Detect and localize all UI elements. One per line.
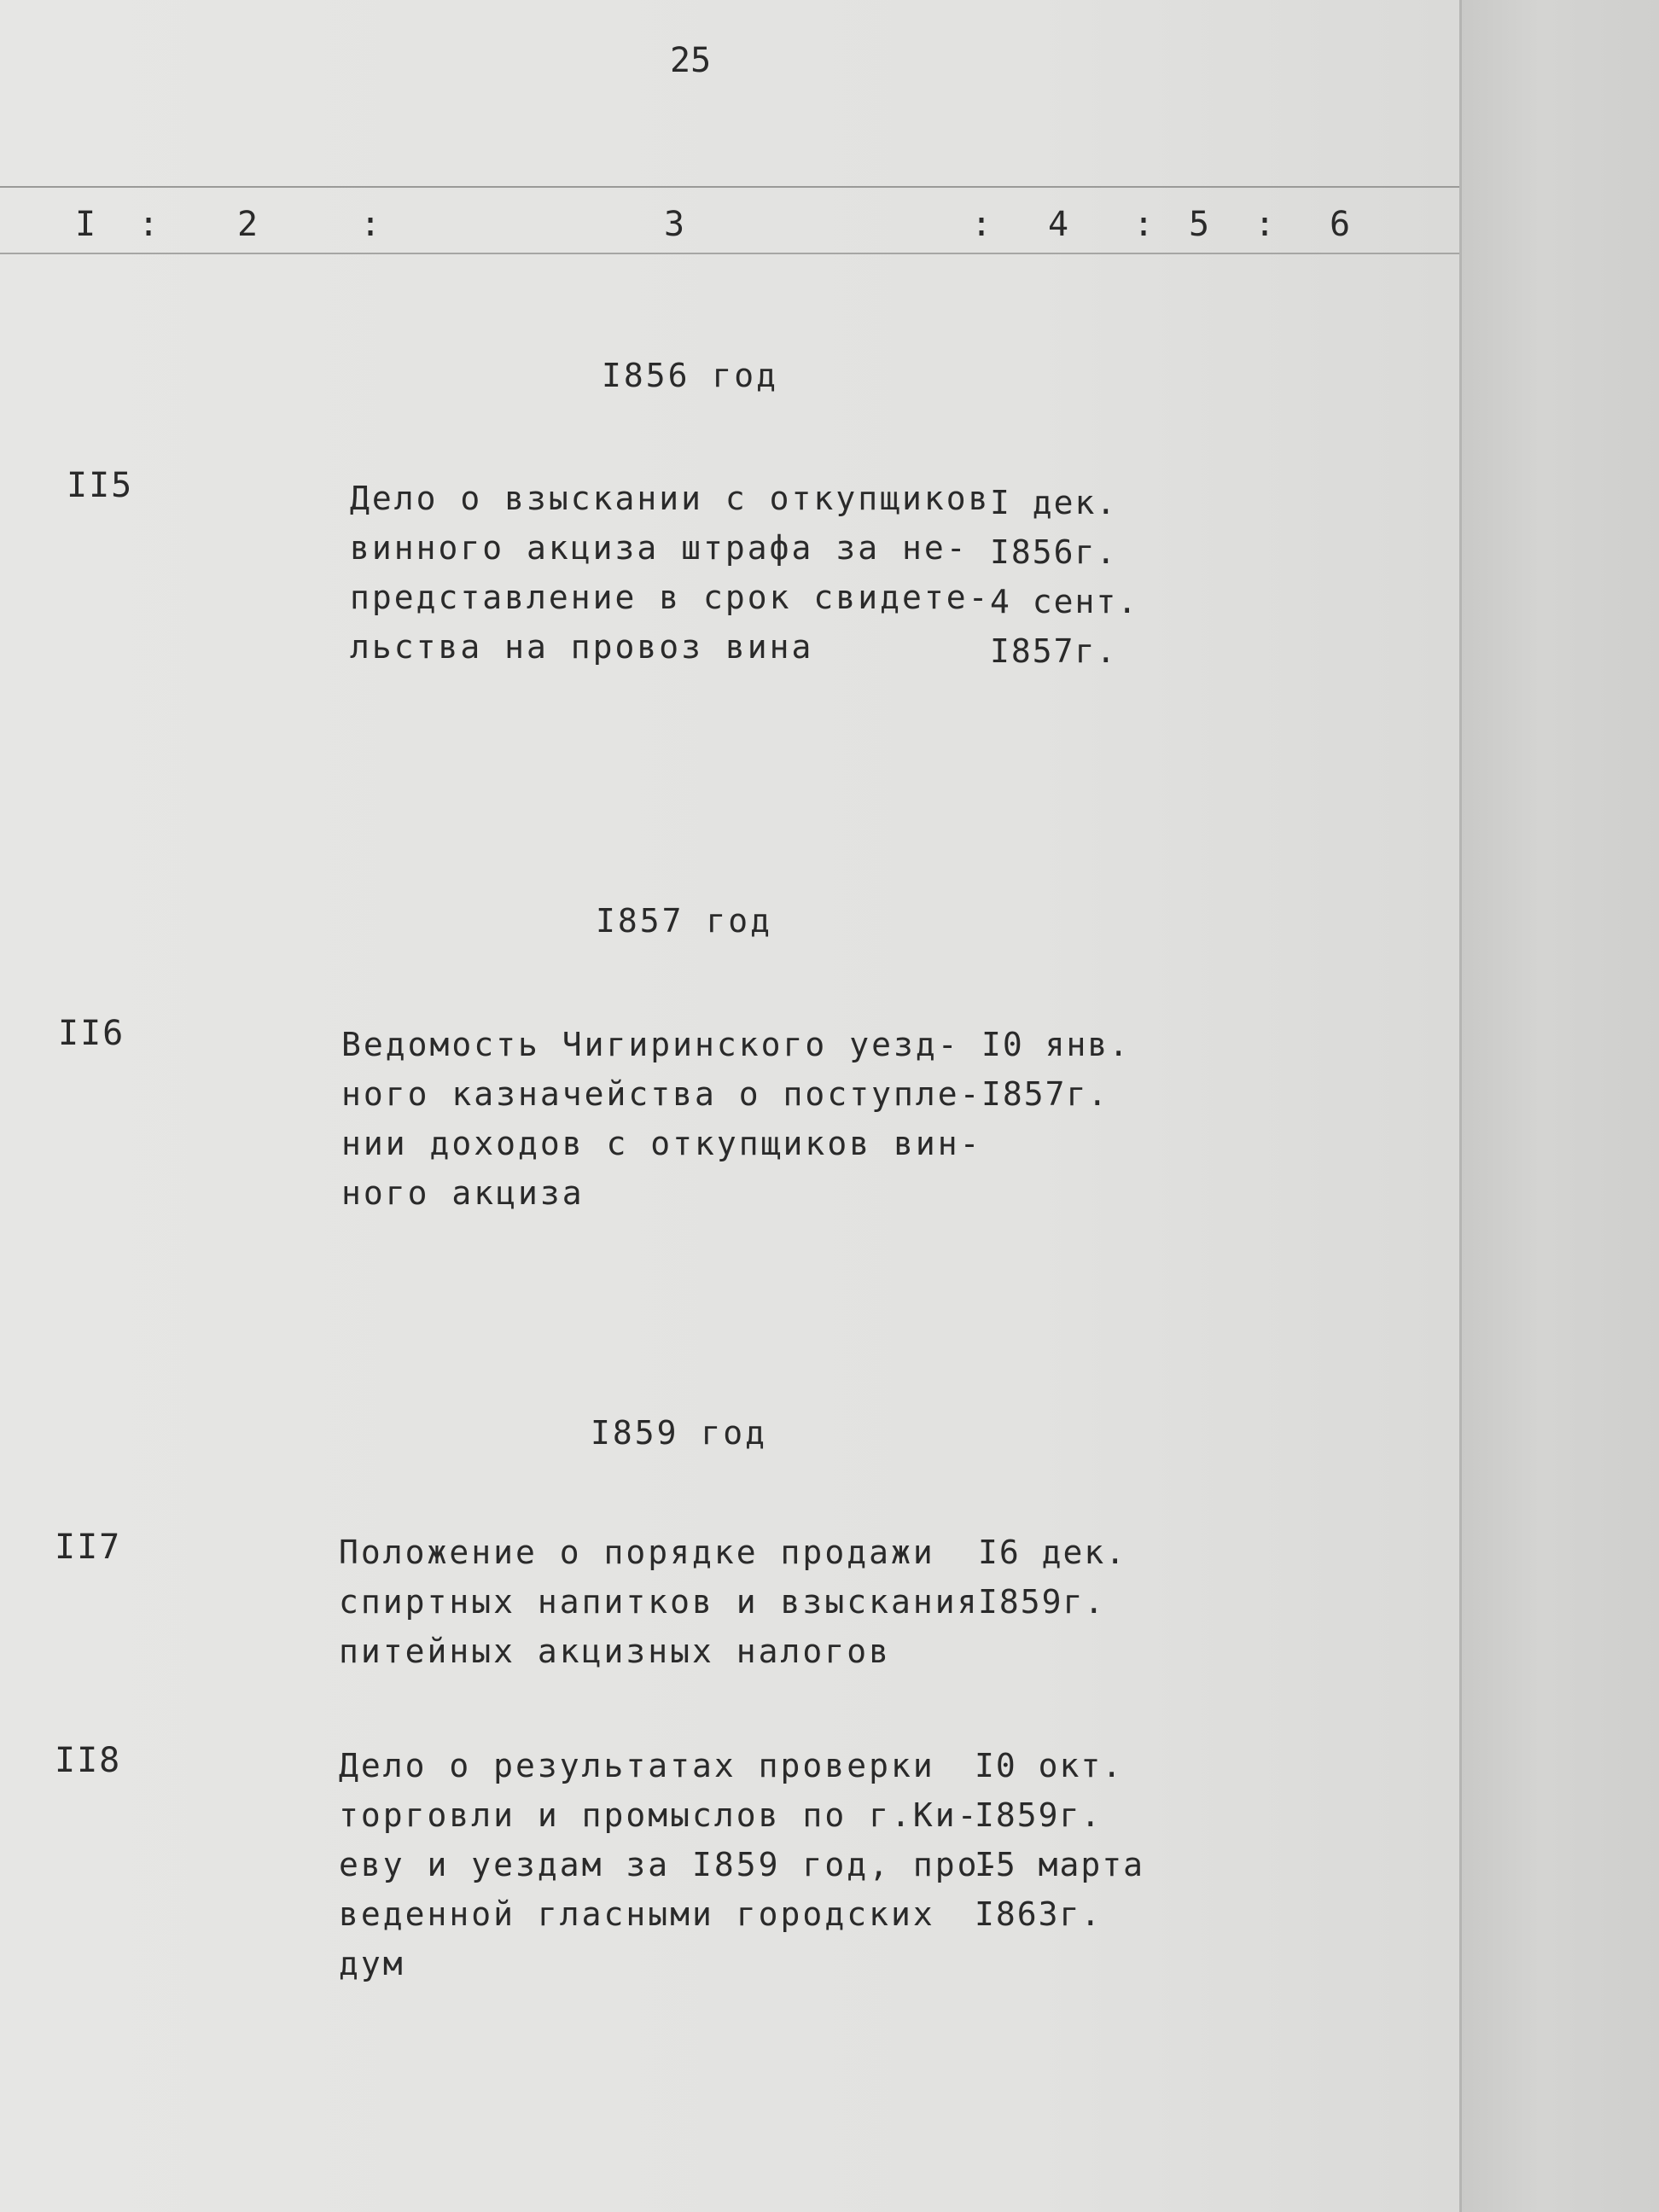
entry-line: Дело о результатах проверки xyxy=(339,1747,935,1784)
entry-line: дум xyxy=(339,1945,405,1982)
date-line: I5 марта xyxy=(975,1846,1145,1883)
entry-line: ного акциза xyxy=(341,1174,585,1212)
column-header-4: 4 xyxy=(1048,205,1069,244)
entry-line: представление в срок свидете- xyxy=(350,579,991,616)
date-line: I859г. xyxy=(975,1796,1103,1834)
column-header-6: 6 xyxy=(1330,205,1351,244)
item-number: II7 xyxy=(55,1528,122,1567)
entry-dates xyxy=(978,1528,1126,1627)
date-line: I857г. xyxy=(981,1075,1109,1113)
date-line: I859г. xyxy=(978,1583,1106,1621)
entry-line: Положение о порядке продажи xyxy=(339,1534,935,1571)
item-number: II5 xyxy=(67,466,134,505)
year-heading: I856 год xyxy=(602,357,779,394)
item-number: II8 xyxy=(55,1741,122,1780)
column-separator: : xyxy=(1254,205,1276,244)
year-heading: I857 год xyxy=(596,902,773,940)
entry-line: нии доходов с откупщиков вин- xyxy=(341,1125,982,1162)
entry-line: еву и уездам за I859 год, про- xyxy=(339,1846,1002,1883)
entry-description xyxy=(339,1741,1001,1988)
entry-description xyxy=(339,1528,979,1676)
date-line: I856г. xyxy=(990,533,1118,571)
page-edge xyxy=(1462,0,1659,2212)
entry-line: льства на провоз вина xyxy=(350,628,814,666)
entry-line: торговли и промыслов по г.Ки- xyxy=(339,1796,980,1834)
entry-line: питейных акцизных налогов xyxy=(339,1633,891,1670)
entry-dates xyxy=(990,478,1138,676)
entry-dates xyxy=(975,1741,1144,1939)
entry-description xyxy=(350,474,990,672)
column-separator: : xyxy=(971,205,992,244)
entry-line: веденной гласными городских xyxy=(339,1895,935,1933)
date-line: I0 янв. xyxy=(981,1026,1131,1063)
entry-line: спиртных напитков и взыскания xyxy=(339,1583,980,1621)
header-rule-top xyxy=(0,186,1459,188)
page-number: 25 xyxy=(670,41,712,80)
date-line: I863г. xyxy=(975,1895,1103,1933)
entry-dates xyxy=(981,1020,1130,1119)
item-number: II6 xyxy=(58,1014,125,1053)
entry-line: Дело о взыскании с откупщиков xyxy=(350,480,991,517)
entry-line: ного казначейства о поступле- xyxy=(341,1075,982,1113)
date-line: 4 сент. xyxy=(990,583,1139,620)
entry-line: винного акциза штрафа за не- xyxy=(350,529,969,567)
date-line: I дек. xyxy=(990,484,1118,521)
column-separator: : xyxy=(360,205,381,244)
column-header-3: 3 xyxy=(664,205,685,244)
column-separator: : xyxy=(1133,205,1155,244)
date-line: I857г. xyxy=(990,632,1118,670)
column-header-2: 2 xyxy=(237,205,259,244)
column-header-1: I xyxy=(75,205,96,244)
date-line: I0 окт. xyxy=(975,1747,1124,1784)
date-line: I6 дек. xyxy=(978,1534,1127,1571)
column-header-5: 5 xyxy=(1189,205,1210,244)
header-rule-bottom xyxy=(0,253,1459,254)
entry-description xyxy=(341,1020,981,1218)
entry-line: Ведомость Чигиринского уезд- xyxy=(341,1026,960,1063)
year-heading: I859 год xyxy=(591,1414,768,1452)
column-separator: : xyxy=(138,205,160,244)
